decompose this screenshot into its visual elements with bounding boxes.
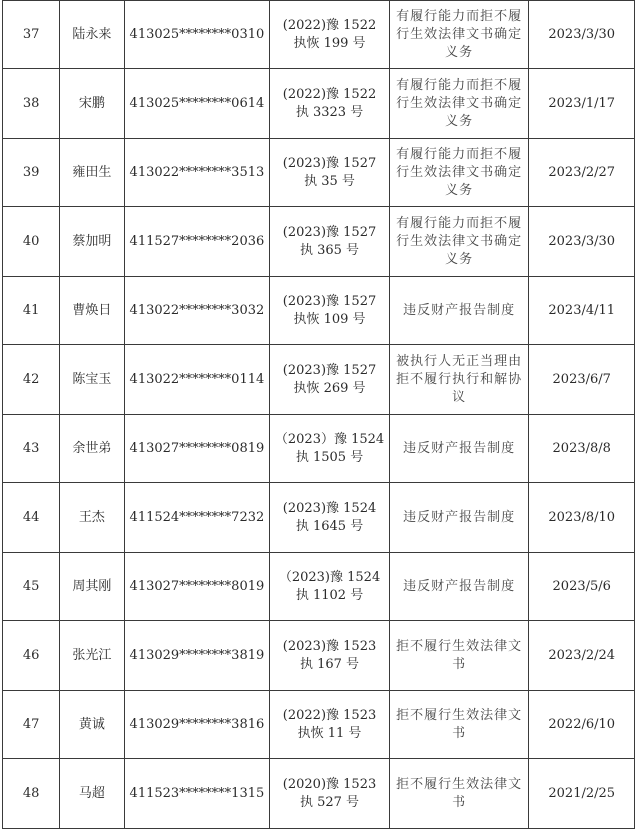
case-number: [270, 1, 390, 69]
table-row: [3, 69, 635, 139]
case-number: [270, 69, 390, 139]
case-number: [270, 691, 390, 759]
reason-text: 拒不履行生效法律文书: [389, 759, 529, 829]
row-number: 38: [3, 69, 60, 139]
table-row: [3, 1, 635, 69]
case-number-line1: (2023)豫 1527: [282, 293, 377, 309]
case-number-line2: 执 1505 号: [295, 449, 364, 465]
row-number: 41: [3, 277, 60, 345]
case-number: [270, 207, 390, 277]
case-number-line1: (2022)豫 1522: [282, 86, 377, 102]
id-number: 413029********3816: [124, 691, 270, 759]
table-row: [3, 207, 635, 277]
case-number-line1: (2020)豫 1523: [282, 776, 377, 792]
person-name: 陈宝玉: [60, 345, 124, 415]
case-number-line2: 执恢 199 号: [293, 35, 366, 51]
publish-date: 2023/2/27: [529, 139, 635, 207]
id-number: 413027********0819: [124, 415, 270, 483]
reason-text: 拒不履行生效法律文书: [389, 691, 529, 759]
case-number-line1: (2023)豫 1527: [282, 362, 377, 378]
reason-text: 违反财产报告制度: [389, 415, 529, 483]
table-row: [3, 415, 635, 483]
publish-date: 2021/2/25: [529, 759, 635, 829]
case-number: [270, 277, 390, 345]
row-number: 48: [3, 759, 60, 829]
publish-date: 2023/6/7: [529, 345, 635, 415]
id-number: 413029********3819: [124, 621, 270, 691]
case-number: [270, 553, 390, 621]
case-number-line1: (2023)豫 1527: [282, 155, 377, 171]
publish-date: 2023/5/6: [529, 553, 635, 621]
row-number: 37: [3, 1, 60, 69]
case-number-line1: (2023)豫 1524: [282, 500, 377, 516]
case-number: [270, 621, 390, 691]
row-number: 46: [3, 621, 60, 691]
case-number: [270, 139, 390, 207]
case-number-line2: 执 1102 号: [295, 587, 364, 603]
id-number: 413022********3513: [124, 139, 270, 207]
table-row: [3, 759, 635, 829]
publish-date: 2023/4/11: [529, 277, 635, 345]
reason-text: 被执行人无正当理由拒不履行执行和解协议: [389, 345, 529, 415]
id-number: 411524********7232: [124, 483, 270, 553]
publish-date: 2023/1/17: [529, 69, 635, 139]
row-number: 42: [3, 345, 60, 415]
row-number: 43: [3, 415, 60, 483]
table-row: [3, 553, 635, 621]
row-number: 44: [3, 483, 60, 553]
case-number-line2: 执 3323 号: [295, 104, 364, 120]
case-number-line1: （2023）豫 1524: [274, 431, 385, 447]
publish-date: 2023/8/8: [529, 415, 635, 483]
table-row: [3, 139, 635, 207]
table-row: [3, 691, 635, 759]
row-number: 45: [3, 553, 60, 621]
person-name: 余世弟: [60, 415, 124, 483]
reason-text: 有履行能力而拒不履行生效法律文书确定义务: [389, 1, 529, 69]
publish-date: 2023/2/24: [529, 621, 635, 691]
case-number-line1: (2022)豫 1522: [282, 17, 377, 33]
person-name: 周其刚: [60, 553, 124, 621]
case-number-line1: (2023)豫 1523: [282, 638, 377, 654]
case-number: [270, 483, 390, 553]
case-number-line1: （2023)豫 1524: [278, 569, 381, 585]
id-number: 413022********0114: [124, 345, 270, 415]
reason-text: 违反财产报告制度: [389, 553, 529, 621]
id-number: 411523********1315: [124, 759, 270, 829]
table-body: [3, 1, 635, 829]
id-number: 413025********0614: [124, 69, 270, 139]
table-row: [3, 483, 635, 553]
case-number: [270, 415, 390, 483]
person-name: 宋鹏: [60, 69, 124, 139]
id-number: 413025********0310: [124, 1, 270, 69]
reason-text: 有履行能力而拒不履行生效法律文书确定义务: [389, 69, 529, 139]
case-number-line1: (2022)豫 1523: [282, 707, 377, 723]
case-number-line2: 执恢 269 号: [293, 380, 366, 396]
person-name: 张光江: [60, 621, 124, 691]
table-row: [3, 277, 635, 345]
reason-text: 拒不履行生效法律文书: [389, 621, 529, 691]
case-number-line2: 执 527 号: [299, 794, 360, 810]
case-number-line2: 执恢 109 号: [293, 311, 366, 327]
person-name: 曹焕日: [60, 277, 124, 345]
row-number: 39: [3, 139, 60, 207]
person-name: 黄诚: [60, 691, 124, 759]
case-number-line2: 执 35 号: [304, 173, 355, 189]
reason-text: 违反财产报告制度: [389, 483, 529, 553]
id-number: 411527********2036: [124, 207, 270, 277]
person-name: 雍田生: [60, 139, 124, 207]
defaulter-table: [2, 0, 635, 829]
publish-date: 2023/8/10: [529, 483, 635, 553]
reason-text: 有履行能力而拒不履行生效法律文书确定义务: [389, 207, 529, 277]
person-name: 蔡加明: [60, 207, 124, 277]
case-number: [270, 345, 390, 415]
reason-text: 有履行能力而拒不履行生效法律文书确定义务: [389, 139, 529, 207]
id-number: 413022********3032: [124, 277, 270, 345]
id-number: 413027********8019: [124, 553, 270, 621]
person-name: 王杰: [60, 483, 124, 553]
case-number-line2: 执 1645 号: [295, 518, 364, 534]
publish-date: 2022/6/10: [529, 691, 635, 759]
publish-date: 2023/3/30: [529, 207, 635, 277]
case-number: [270, 759, 390, 829]
publish-date: 2023/3/30: [529, 1, 635, 69]
case-number-line2: 执恢 11 号: [297, 725, 362, 741]
person-name: 陆永来: [60, 1, 124, 69]
row-number: 47: [3, 691, 60, 759]
case-number-line1: (2023)豫 1527: [282, 224, 377, 240]
case-number-line2: 执 365 号: [299, 242, 360, 258]
row-number: 40: [3, 207, 60, 277]
case-number-line2: 执 167 号: [299, 656, 360, 672]
person-name: 马超: [60, 759, 124, 829]
table-row: [3, 621, 635, 691]
table-row: [3, 345, 635, 415]
reason-text: 违反财产报告制度: [389, 277, 529, 345]
